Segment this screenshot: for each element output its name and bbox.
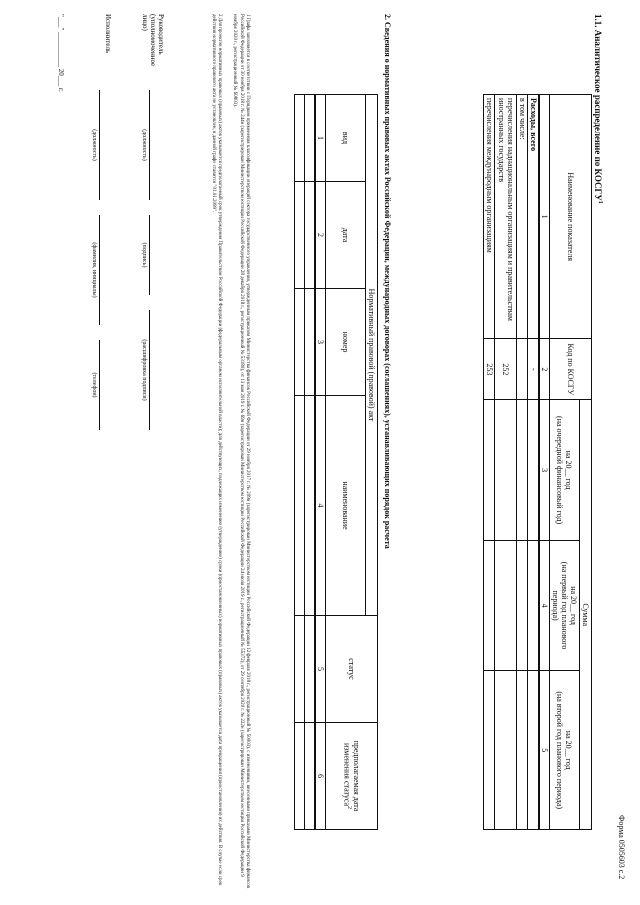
col-number: 4 xyxy=(315,396,326,616)
header-year3: на 20__ год (на второй год планового периода) xyxy=(550,671,580,830)
signature-caption: (подпись) xyxy=(141,242,147,268)
table-row xyxy=(517,95,528,830)
col-number: 5 xyxy=(539,671,550,830)
table-row xyxy=(305,95,315,830)
phone-caption: (телефон) xyxy=(91,372,97,398)
row-code: - xyxy=(528,339,539,400)
form-code: Форма 0505603 с.2 xyxy=(617,815,626,880)
phone-line xyxy=(99,340,100,430)
decoding-line xyxy=(149,310,150,430)
col-number: 2 xyxy=(539,339,550,400)
header-year1: на 20__ год (на очередной финансовый год) xyxy=(550,400,580,540)
row-code: 252 xyxy=(495,339,517,400)
table-row xyxy=(528,95,539,830)
row-code xyxy=(517,339,528,400)
col-number: 2 xyxy=(315,182,326,289)
col-number: 3 xyxy=(539,400,550,540)
signature-line xyxy=(149,215,150,295)
col-number: 1 xyxy=(539,95,550,339)
row-name: Расходы, всего xyxy=(528,95,539,339)
header-indicator: Наименование показателя xyxy=(550,95,592,339)
row-code: 253 xyxy=(484,339,495,400)
col-number: 3 xyxy=(315,289,326,396)
header-date: дата xyxy=(326,182,366,289)
table-row xyxy=(295,95,305,830)
col-number: 6 xyxy=(315,723,326,830)
fio-line xyxy=(99,215,100,325)
signature-head-label: Руководитель (уполномоченное лицо) xyxy=(141,14,165,67)
decoding-caption: (расшифровка подписи) xyxy=(141,339,147,401)
header-sum: Сумма xyxy=(580,400,592,830)
table-row xyxy=(484,95,495,830)
header-act: Нормативный правовой (правовой) акт xyxy=(366,95,378,616)
header-name: наименование xyxy=(326,396,366,616)
header-change-date: предполагаемая дата изменения статуса$^2$ xyxy=(326,723,378,830)
row-name: перечисления международным организациям xyxy=(484,95,495,339)
section1-title: 1.1. Аналитическое распределение по КОСГУ$^1$ xyxy=(593,14,603,204)
executor-position-line xyxy=(99,90,100,200)
kosgu-table xyxy=(484,94,593,830)
header-kind: вид xyxy=(326,95,366,182)
table-row xyxy=(495,95,517,830)
acts-table xyxy=(295,94,379,830)
header-year2: на 20__ год (на первый год планового периода) xyxy=(550,540,580,671)
header-kosgu: Код по КОСГУ xyxy=(550,339,592,400)
date-line: "___" __________ 20___ г. xyxy=(57,14,65,92)
executor-label: Исполнитель xyxy=(104,14,112,54)
footnote-1: 1 Графа заполняется в соответствии с Порядком применения классификации операций сектора государственного управления, утвержденным приказом Министерства финансов Российской Федерации от 29 ноября 2017 г. № 209н (зарегистрирован Министерством юстиции Российской Федерации 12 февраля 2018 г., регистрационный № 50003), с изменениями, внесенными приказами Министерства финансов Российской Федерации от 30 ноября 2018 г. № 244н (зарегистрирован Министерством юстиции Российской Федерации 28 декабря 2018 г., регистрационный № 53180), от 13 мая 2019 г. № 69н (зарегистрирован Министерством юстиции Российской Федерации 24 июля 2019 г., регистрационный № 55372), от 29 сентября 2020 г. № 222н (зарегистрирован Министерством юстиции Российской Федерации 9 ноября 2020 г., регистрационный № 60803). xyxy=(232,14,250,889)
header-status: статус xyxy=(326,616,378,723)
fio-caption: (фамилия, инициалы) xyxy=(91,242,97,298)
position-caption: (должность) xyxy=(141,129,147,161)
row-name: перечисления наднациональным организациям и правительствам иностранных государств xyxy=(495,95,517,339)
section2-title: 2. Сведения о нормативных правовых актах Российской Федерации, международных договорах (соглашениях), устанавливающих порядок расчета xyxy=(383,14,392,549)
executor-position-caption: (должность) xyxy=(91,129,97,161)
position-line xyxy=(149,90,150,200)
footnote-2: 2 Для проектов нормативных правовых (правовых) актов указывается предполагаемый срок утверждения Правительством Российской Федерации (федеральным органом исполнительной власти); для действующих, подлежащих изменению (утверждению) сроки (приостановленных) нормативных правовых (правовых) актов указывается дата прекращения (приостановления) их действия. В случае если срок действия нормативного правового акта не установлен, в данной графе ставится "01.01.2099". xyxy=(210,14,222,886)
col-number: 4 xyxy=(539,540,550,671)
col-number: 5 xyxy=(315,616,326,723)
header-number: номер xyxy=(326,289,366,396)
col-number: 1 xyxy=(315,95,326,182)
row-name: в том числе: xyxy=(517,95,528,339)
